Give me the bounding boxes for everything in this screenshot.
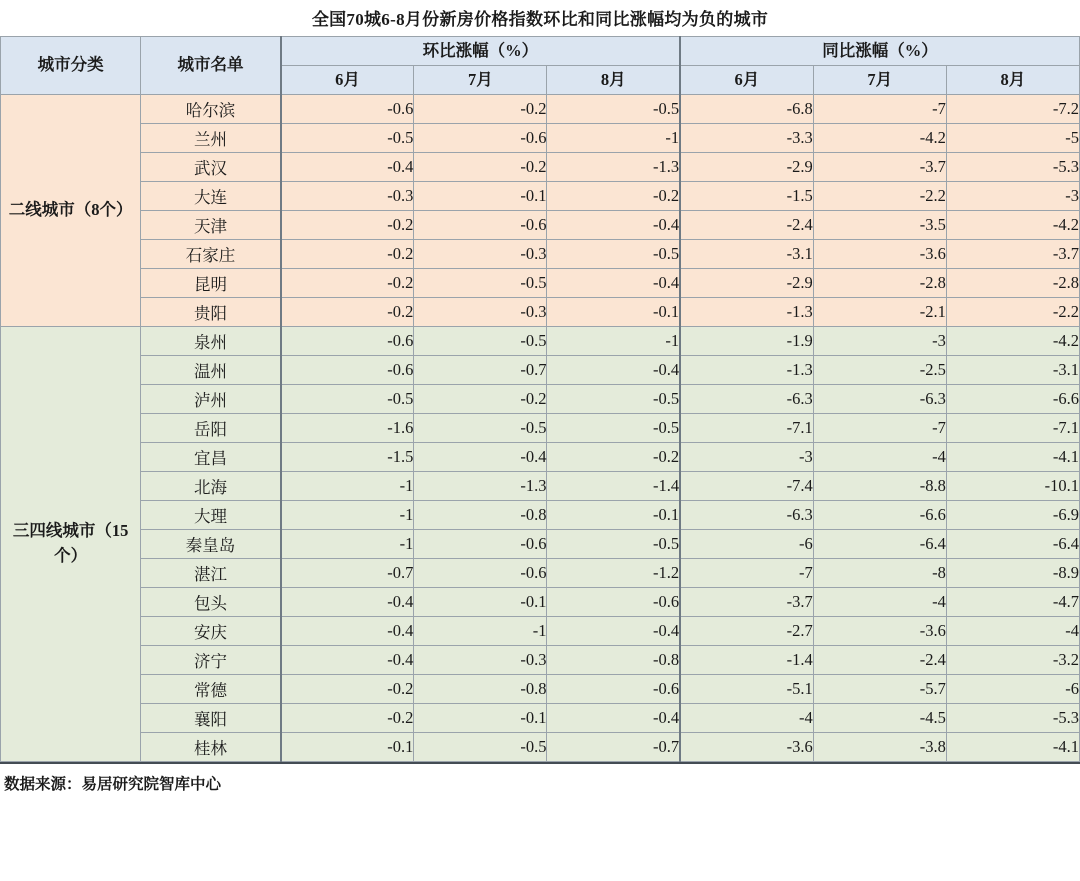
mom-aug-value: -1 bbox=[547, 124, 680, 153]
yoy-jun-value: -3.1 bbox=[680, 240, 813, 269]
column-header-mom-jun: 6月 bbox=[281, 66, 414, 95]
mom-jun-value: -0.2 bbox=[281, 298, 414, 327]
mom-jun-value: -0.4 bbox=[281, 588, 414, 617]
yoy-jul-value: -3.8 bbox=[813, 733, 946, 762]
yoy-jul-value: -4 bbox=[813, 588, 946, 617]
mom-aug-value: -0.4 bbox=[547, 211, 680, 240]
city-name: 石家庄 bbox=[141, 240, 281, 269]
table-row bbox=[1, 501, 1080, 530]
price-index-table bbox=[0, 36, 1080, 762]
column-header-city: 城市名单 bbox=[141, 37, 281, 95]
column-header-mom-aug: 8月 bbox=[547, 66, 680, 95]
table-row bbox=[1, 530, 1080, 559]
mom-aug-value: -0.5 bbox=[547, 414, 680, 443]
table-row bbox=[1, 704, 1080, 733]
yoy-jun-value: -1.9 bbox=[680, 327, 813, 356]
table-row bbox=[1, 356, 1080, 385]
yoy-jun-value: -2.4 bbox=[680, 211, 813, 240]
mom-jun-value: -1 bbox=[281, 472, 414, 501]
mom-jun-value: -1.6 bbox=[281, 414, 414, 443]
mom-jul-value: -0.4 bbox=[414, 443, 547, 472]
mom-aug-value: -1 bbox=[547, 327, 680, 356]
mom-jul-value: -0.3 bbox=[414, 240, 547, 269]
mom-jul-value: -0.6 bbox=[414, 530, 547, 559]
mom-aug-value: -0.5 bbox=[547, 95, 680, 124]
yoy-jun-value: -7 bbox=[680, 559, 813, 588]
yoy-aug-value: -4 bbox=[946, 617, 1079, 646]
table-row bbox=[1, 414, 1080, 443]
yoy-jun-value: -7.4 bbox=[680, 472, 813, 501]
table-row bbox=[1, 95, 1080, 124]
column-header-yoy-jul: 7月 bbox=[813, 66, 946, 95]
city-name: 哈尔滨 bbox=[141, 95, 281, 124]
yoy-aug-value: -5.3 bbox=[946, 153, 1079, 182]
mom-aug-value: -0.8 bbox=[547, 646, 680, 675]
table-row bbox=[1, 153, 1080, 182]
mom-jul-value: -1 bbox=[414, 617, 547, 646]
yoy-aug-value: -4.7 bbox=[946, 588, 1079, 617]
yoy-jul-value: -2.8 bbox=[813, 269, 946, 298]
city-name: 宜昌 bbox=[141, 443, 281, 472]
yoy-aug-value: -3.2 bbox=[946, 646, 1079, 675]
city-name: 温州 bbox=[141, 356, 281, 385]
yoy-aug-value: -3.7 bbox=[946, 240, 1079, 269]
table-row bbox=[1, 588, 1080, 617]
yoy-jul-value: -8.8 bbox=[813, 472, 946, 501]
yoy-aug-value: -8.9 bbox=[946, 559, 1079, 588]
yoy-jun-value: -6.3 bbox=[680, 385, 813, 414]
table-row bbox=[1, 559, 1080, 588]
mom-aug-value: -0.4 bbox=[547, 617, 680, 646]
mom-jul-value: -0.5 bbox=[414, 414, 547, 443]
city-name: 安庆 bbox=[141, 617, 281, 646]
yoy-jul-value: -3.5 bbox=[813, 211, 946, 240]
yoy-jul-value: -7 bbox=[813, 95, 946, 124]
mom-aug-value: -0.6 bbox=[547, 588, 680, 617]
mom-jun-value: -0.7 bbox=[281, 559, 414, 588]
yoy-jun-value: -2.9 bbox=[680, 153, 813, 182]
city-name: 北海 bbox=[141, 472, 281, 501]
city-name: 武汉 bbox=[141, 153, 281, 182]
city-name: 兰州 bbox=[141, 124, 281, 153]
yoy-jul-value: -3.6 bbox=[813, 240, 946, 269]
table-row bbox=[1, 733, 1080, 762]
mom-jul-value: -0.6 bbox=[414, 211, 547, 240]
mom-jun-value: -0.4 bbox=[281, 646, 414, 675]
mom-jun-value: -0.4 bbox=[281, 153, 414, 182]
table-row bbox=[1, 298, 1080, 327]
mom-jun-value: -0.4 bbox=[281, 617, 414, 646]
mom-aug-value: -1.3 bbox=[547, 153, 680, 182]
mom-aug-value: -0.5 bbox=[547, 240, 680, 269]
mom-jul-value: -0.5 bbox=[414, 269, 547, 298]
mom-jun-value: -0.5 bbox=[281, 385, 414, 414]
city-name: 贵阳 bbox=[141, 298, 281, 327]
mom-jun-value: -1.5 bbox=[281, 443, 414, 472]
mom-jul-value: -0.7 bbox=[414, 356, 547, 385]
yoy-aug-value: -6.6 bbox=[946, 385, 1079, 414]
city-name: 大理 bbox=[141, 501, 281, 530]
city-name: 大连 bbox=[141, 182, 281, 211]
mom-jun-value: -0.1 bbox=[281, 733, 414, 762]
yoy-jun-value: -3.6 bbox=[680, 733, 813, 762]
column-header-yoy-aug: 8月 bbox=[946, 66, 1079, 95]
page-title: 全国70城6-8月份新房价格指数环比和同比涨幅均为负的城市 bbox=[311, 10, 769, 29]
table-row bbox=[1, 211, 1080, 240]
yoy-jul-value: -2.5 bbox=[813, 356, 946, 385]
mom-jun-value: -0.2 bbox=[281, 240, 414, 269]
yoy-jul-value: -2.2 bbox=[813, 182, 946, 211]
mom-aug-value: -0.2 bbox=[547, 443, 680, 472]
category-cell-tier2: 二线城市（8个） bbox=[1, 95, 141, 327]
mom-jun-value: -0.3 bbox=[281, 182, 414, 211]
mom-aug-value: -0.5 bbox=[547, 530, 680, 559]
yoy-jun-value: -1.3 bbox=[680, 356, 813, 385]
mom-aug-value: -0.1 bbox=[547, 501, 680, 530]
mom-aug-value: -0.4 bbox=[547, 269, 680, 298]
city-name: 泸州 bbox=[141, 385, 281, 414]
city-name: 泉州 bbox=[141, 327, 281, 356]
city-name: 常德 bbox=[141, 675, 281, 704]
yoy-jun-value: -3.7 bbox=[680, 588, 813, 617]
mom-jul-value: -0.3 bbox=[414, 298, 547, 327]
table-row bbox=[1, 646, 1080, 675]
mom-jul-value: -0.8 bbox=[414, 675, 547, 704]
yoy-aug-value: -6.9 bbox=[946, 501, 1079, 530]
mom-jun-value: -0.6 bbox=[281, 356, 414, 385]
mom-aug-value: -0.1 bbox=[547, 298, 680, 327]
yoy-aug-value: -7.2 bbox=[946, 95, 1079, 124]
yoy-jul-value: -3.6 bbox=[813, 617, 946, 646]
yoy-aug-value: -4.1 bbox=[946, 733, 1079, 762]
yoy-aug-value: -2.8 bbox=[946, 269, 1079, 298]
city-name: 济宁 bbox=[141, 646, 281, 675]
yoy-jun-value: -1.4 bbox=[680, 646, 813, 675]
table-row bbox=[1, 443, 1080, 472]
mom-jul-value: -0.5 bbox=[414, 733, 547, 762]
table-row bbox=[1, 385, 1080, 414]
yoy-jun-value: -3.3 bbox=[680, 124, 813, 153]
yoy-jul-value: -4.5 bbox=[813, 704, 946, 733]
mom-jul-value: -0.2 bbox=[414, 95, 547, 124]
yoy-jun-value: -6.8 bbox=[680, 95, 813, 124]
yoy-jul-value: -2.4 bbox=[813, 646, 946, 675]
yoy-jun-value: -2.9 bbox=[680, 269, 813, 298]
yoy-jun-value: -6 bbox=[680, 530, 813, 559]
yoy-jul-value: -6.4 bbox=[813, 530, 946, 559]
yoy-aug-value: -4.2 bbox=[946, 211, 1079, 240]
mom-jul-value: -0.6 bbox=[414, 124, 547, 153]
column-header-category: 城市分类 bbox=[1, 37, 141, 95]
city-name: 岳阳 bbox=[141, 414, 281, 443]
table-body bbox=[1, 95, 1080, 762]
city-name: 湛江 bbox=[141, 559, 281, 588]
yoy-aug-value: -2.2 bbox=[946, 298, 1079, 327]
yoy-aug-value: -5 bbox=[946, 124, 1079, 153]
mom-aug-value: -0.4 bbox=[547, 704, 680, 733]
mom-jul-value: -0.5 bbox=[414, 327, 547, 356]
city-name: 秦皇岛 bbox=[141, 530, 281, 559]
column-group-yoy: 同比涨幅（%） bbox=[680, 37, 1079, 66]
mom-jun-value: -0.2 bbox=[281, 211, 414, 240]
table-row bbox=[1, 327, 1080, 356]
yoy-jun-value: -1.3 bbox=[680, 298, 813, 327]
city-name: 包头 bbox=[141, 588, 281, 617]
yoy-jul-value: -3 bbox=[813, 327, 946, 356]
mom-jul-value: -1.3 bbox=[414, 472, 547, 501]
yoy-jul-value: -6.6 bbox=[813, 501, 946, 530]
yoy-jun-value: -6.3 bbox=[680, 501, 813, 530]
table-row bbox=[1, 240, 1080, 269]
source-note: 数据来源：易居研究院智库中心 bbox=[0, 762, 1080, 794]
mom-jun-value: -0.5 bbox=[281, 124, 414, 153]
yoy-jun-value: -3 bbox=[680, 443, 813, 472]
mom-jul-value: -0.8 bbox=[414, 501, 547, 530]
mom-aug-value: -0.4 bbox=[547, 356, 680, 385]
column-header-yoy-jun: 6月 bbox=[680, 66, 813, 95]
mom-jun-value: -0.2 bbox=[281, 675, 414, 704]
mom-aug-value: -0.2 bbox=[547, 182, 680, 211]
yoy-jul-value: -4.2 bbox=[813, 124, 946, 153]
mom-aug-value: -1.2 bbox=[547, 559, 680, 588]
category-cell-tier34: 三四线城市（15个） bbox=[1, 327, 141, 762]
mom-aug-value: -0.7 bbox=[547, 733, 680, 762]
yoy-aug-value: -6.4 bbox=[946, 530, 1079, 559]
mom-jul-value: -0.1 bbox=[414, 182, 547, 211]
table-row bbox=[1, 124, 1080, 153]
mom-jul-value: -0.3 bbox=[414, 646, 547, 675]
mom-aug-value: -0.6 bbox=[547, 675, 680, 704]
yoy-jun-value: -5.1 bbox=[680, 675, 813, 704]
yoy-jul-value: -5.7 bbox=[813, 675, 946, 704]
yoy-aug-value: -10.1 bbox=[946, 472, 1079, 501]
mom-jun-value: -1 bbox=[281, 530, 414, 559]
yoy-jul-value: -2.1 bbox=[813, 298, 946, 327]
column-group-mom: 环比涨幅（%） bbox=[281, 37, 680, 66]
yoy-jul-value: -6.3 bbox=[813, 385, 946, 414]
mom-jun-value: -0.2 bbox=[281, 269, 414, 298]
column-header-mom-jul: 7月 bbox=[414, 66, 547, 95]
mom-jul-value: -0.1 bbox=[414, 704, 547, 733]
yoy-jul-value: -3.7 bbox=[813, 153, 946, 182]
mom-jul-value: -0.6 bbox=[414, 559, 547, 588]
yoy-aug-value: -7.1 bbox=[946, 414, 1079, 443]
mom-jul-value: -0.2 bbox=[414, 385, 547, 414]
yoy-aug-value: -5.3 bbox=[946, 704, 1079, 733]
yoy-aug-value: -3 bbox=[946, 182, 1079, 211]
mom-jul-value: -0.2 bbox=[414, 153, 547, 182]
mom-jun-value: -0.2 bbox=[281, 704, 414, 733]
table-row bbox=[1, 617, 1080, 646]
city-name: 昆明 bbox=[141, 269, 281, 298]
yoy-aug-value: -3.1 bbox=[946, 356, 1079, 385]
yoy-jun-value: -7.1 bbox=[680, 414, 813, 443]
table-row bbox=[1, 182, 1080, 211]
mom-aug-value: -0.5 bbox=[547, 385, 680, 414]
mom-jun-value: -0.6 bbox=[281, 95, 414, 124]
yoy-jul-value: -8 bbox=[813, 559, 946, 588]
mom-jul-value: -0.1 bbox=[414, 588, 547, 617]
mom-aug-value: -1.4 bbox=[547, 472, 680, 501]
city-name: 襄阳 bbox=[141, 704, 281, 733]
mom-jun-value: -1 bbox=[281, 501, 414, 530]
table-row bbox=[1, 269, 1080, 298]
city-name: 桂林 bbox=[141, 733, 281, 762]
yoy-aug-value: -6 bbox=[946, 675, 1079, 704]
yoy-jun-value: -1.5 bbox=[680, 182, 813, 211]
yoy-jul-value: -7 bbox=[813, 414, 946, 443]
yoy-jul-value: -4 bbox=[813, 443, 946, 472]
yoy-jun-value: -4 bbox=[680, 704, 813, 733]
table-header bbox=[1, 37, 1080, 95]
table-row bbox=[1, 472, 1080, 501]
table-row bbox=[1, 675, 1080, 704]
yoy-aug-value: -4.1 bbox=[946, 443, 1079, 472]
mom-jun-value: -0.6 bbox=[281, 327, 414, 356]
city-name: 天津 bbox=[141, 211, 281, 240]
yoy-aug-value: -4.2 bbox=[946, 327, 1079, 356]
yoy-jun-value: -2.7 bbox=[680, 617, 813, 646]
